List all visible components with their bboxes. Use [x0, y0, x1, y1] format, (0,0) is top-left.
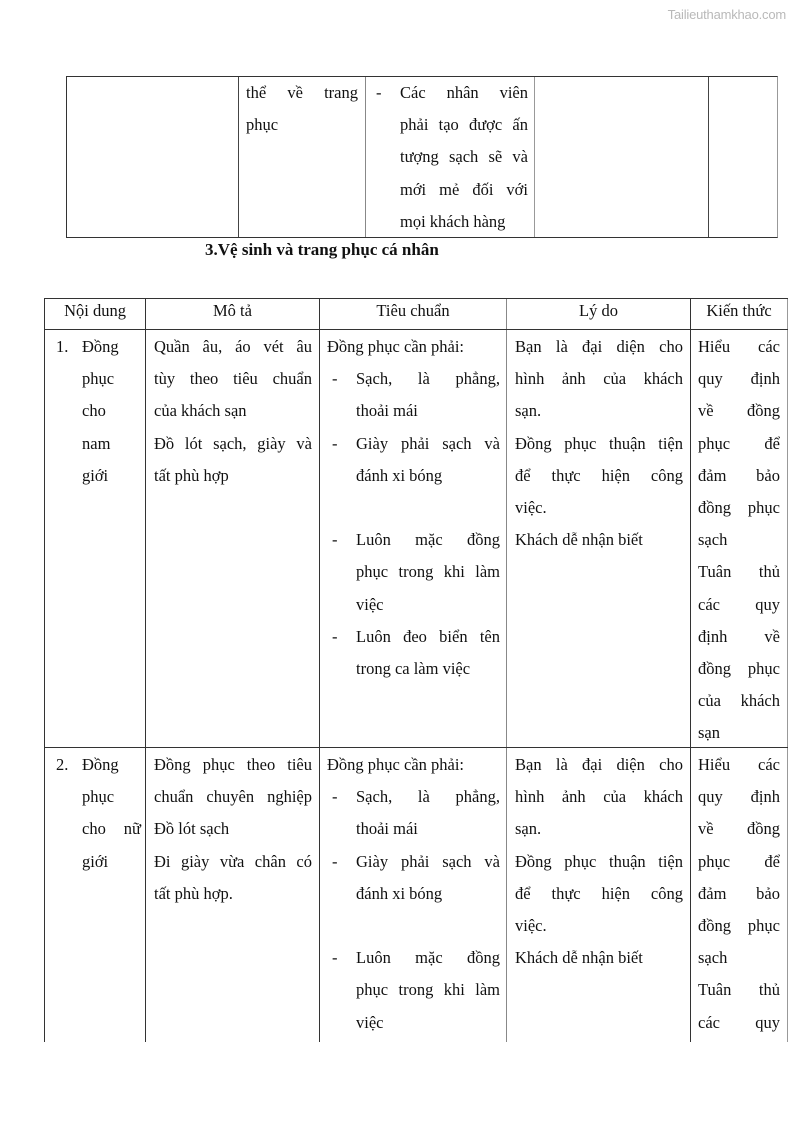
- continued-table: [66, 76, 778, 238]
- text-line: việc.: [515, 498, 547, 518]
- text-line: định về: [698, 626, 780, 646]
- header-mo-ta: Mô tả: [146, 299, 320, 329]
- text-line: các quy: [698, 1012, 780, 1032]
- text-line: tùy theo tiêu chuẩn: [154, 369, 312, 389]
- section-heading: 3.Vệ sinh và trang phục cá nhân: [205, 240, 439, 259]
- text-line: việc: [356, 594, 384, 614]
- text-line: tất phù hợp: [154, 465, 229, 485]
- numbered-item: [45, 748, 145, 878]
- text-line: phục: [82, 787, 115, 807]
- text-line: đánh xi bóng: [356, 883, 443, 903]
- text-line: quy định: [698, 369, 780, 389]
- bullet-item: [320, 524, 506, 621]
- bullet-item: [320, 363, 506, 427]
- text-line: thể về trang: [246, 83, 358, 102]
- text-line: nam: [82, 433, 111, 453]
- text-line: chuẩn chuyên nghiệp: [154, 787, 312, 807]
- text-line: để thực hiện công: [515, 465, 683, 485]
- table-row: [44, 329, 788, 747]
- text-line: thoải mái: [356, 819, 418, 839]
- text-line: Giày phải sạch và: [356, 851, 500, 871]
- header-noi-dung: Nội dung: [44, 299, 146, 329]
- continued-col-3: [366, 77, 535, 237]
- text-line: Sạch, là phẳng,: [356, 787, 500, 807]
- text-line: phục: [246, 115, 279, 135]
- text-line: đồng phục: [698, 659, 780, 679]
- text-line: đánh xi bóng: [356, 465, 443, 485]
- text-line: Giày phải sạch và: [356, 433, 500, 453]
- cell-kien-thuc: [691, 330, 788, 747]
- header-tieu-chuan: Tiêu chuẩn: [320, 299, 507, 329]
- text-line: Khách dễ nhận biết: [515, 530, 643, 550]
- bullet-item: [320, 621, 506, 685]
- text-line: Hiểu các: [698, 337, 780, 356]
- text-line: phục trong khi làm: [356, 562, 500, 582]
- text-line: Tuân thủ: [698, 562, 780, 582]
- table-header-row: [44, 298, 788, 329]
- text-line: Đồ lót sạch: [154, 819, 230, 839]
- dash-bullet: -: [332, 369, 338, 389]
- dash-bullet: -: [332, 851, 338, 871]
- dash-bullet: -: [376, 83, 382, 102]
- text-line: Luôn đeo biển tên: [356, 626, 500, 646]
- text-line: phục trong khi làm: [356, 980, 500, 1000]
- hygiene-uniform-table: [44, 298, 788, 1042]
- cell-kien-thuc: [691, 748, 788, 1042]
- cell-ly-do: [507, 330, 691, 747]
- cell-noi-dung: [44, 748, 146, 1042]
- text-line: về đồng: [698, 819, 780, 839]
- text-line: phục để: [698, 851, 780, 871]
- text-line: để thực hiện công: [515, 883, 683, 903]
- text-line: các quy: [698, 594, 780, 614]
- continued-col-4: [535, 77, 709, 237]
- cell-tieu-chuan: [320, 330, 507, 747]
- text-line: phục để: [698, 433, 780, 453]
- text-line: Đồng phục cần phải:: [327, 337, 465, 356]
- text-line: Quần âu, áo vét âu: [154, 337, 312, 356]
- text-line: Đồ lót sạch, giày và: [154, 433, 312, 453]
- text-line: trong ca làm việc: [356, 659, 471, 679]
- text-line: cho: [82, 401, 106, 421]
- text-line: Đồng: [82, 337, 119, 356]
- table-row: [44, 747, 788, 1042]
- text-line: sạch: [698, 530, 728, 550]
- bullet-item: [366, 77, 534, 238]
- text-line: Đồng phục cần phải:: [327, 755, 465, 774]
- text-line: của khách: [698, 691, 780, 711]
- dash-bullet: -: [332, 948, 338, 968]
- text-line: Đồng phục thuận tiện: [515, 433, 683, 453]
- text-line: giới: [82, 851, 109, 871]
- text-line: Bạn là đại diện cho: [515, 755, 683, 774]
- continued-col-1: [67, 77, 239, 237]
- text-line: phục: [82, 369, 115, 389]
- text-line: Luôn mặc đồng: [356, 948, 500, 968]
- text-line: Đi giày vừa chân có: [154, 851, 312, 871]
- text-line: Luôn mặc đồng: [356, 530, 500, 550]
- text-line: về đồng: [698, 401, 780, 421]
- bullet-item: [320, 781, 506, 845]
- text-line: sạn.: [515, 819, 542, 839]
- text-line: hình ảnh của khách: [515, 787, 683, 807]
- text-line: mọi khách hàng: [400, 211, 506, 231]
- cell-ly-do: [507, 748, 691, 1042]
- text-line: đồng phục: [698, 498, 780, 518]
- text-line: việc: [356, 1012, 384, 1032]
- header-kien-thuc: Kiến thức: [691, 299, 788, 329]
- text-line: giới: [82, 465, 109, 485]
- text-line: hình ảnh của khách: [515, 369, 683, 389]
- header-ly-do: Lý do: [507, 299, 691, 329]
- bullet-item: [320, 428, 506, 492]
- dash-bullet: -: [332, 433, 338, 453]
- text-line: việc.: [515, 916, 547, 936]
- text-line: cho nữ: [82, 819, 141, 839]
- dash-bullet: -: [332, 530, 338, 550]
- cell-mo-ta: [146, 330, 320, 747]
- cell-mo-ta: [146, 748, 320, 1042]
- text-line: Đồng: [82, 755, 119, 774]
- cell-noi-dung: [44, 330, 146, 747]
- continued-col-5: [709, 77, 777, 237]
- dash-bullet: -: [332, 626, 338, 646]
- text-line: sạn: [698, 723, 720, 743]
- text-line: Đồng phục thuận tiện: [515, 851, 683, 871]
- text-line: đảm bảo: [698, 465, 780, 485]
- text-line: Bạn là đại diện cho: [515, 337, 683, 356]
- text-line: sạch: [698, 948, 728, 968]
- text-line: Khách dễ nhận biết: [515, 948, 643, 968]
- continued-col-2: [239, 77, 366, 237]
- text-line: quy định: [698, 787, 780, 807]
- cell-tieu-chuan: [320, 748, 507, 1042]
- text-line: Sạch, là phẳng,: [356, 369, 500, 389]
- text-line: phải tạo được ấn: [400, 115, 528, 135]
- item-number: 1.: [56, 337, 69, 356]
- text-line: Các nhân viên: [400, 83, 528, 102]
- text-line: tất phù hợp.: [154, 883, 233, 903]
- item-number: 2.: [56, 755, 69, 774]
- numbered-item: [45, 330, 145, 492]
- text-line: đồng phục: [698, 916, 780, 936]
- bullet-item: [320, 846, 506, 910]
- dash-bullet: -: [332, 787, 338, 807]
- text-line: Đồng phục theo tiêu: [154, 755, 312, 774]
- bullet-item: [320, 942, 506, 1039]
- text-line: thoải mái: [356, 401, 418, 421]
- text-line: Hiểu các: [698, 755, 780, 774]
- text-line: sạn.: [515, 401, 542, 421]
- text-line: mới mẻ đối với: [400, 179, 528, 199]
- text-line: đảm bảo: [698, 883, 780, 903]
- text-line: của khách sạn: [154, 401, 247, 421]
- text-line: tượng sạch sẽ và: [400, 147, 528, 167]
- watermark: Tailieuthamkhao.com: [667, 7, 786, 22]
- text-line: Tuân thủ: [698, 980, 780, 1000]
